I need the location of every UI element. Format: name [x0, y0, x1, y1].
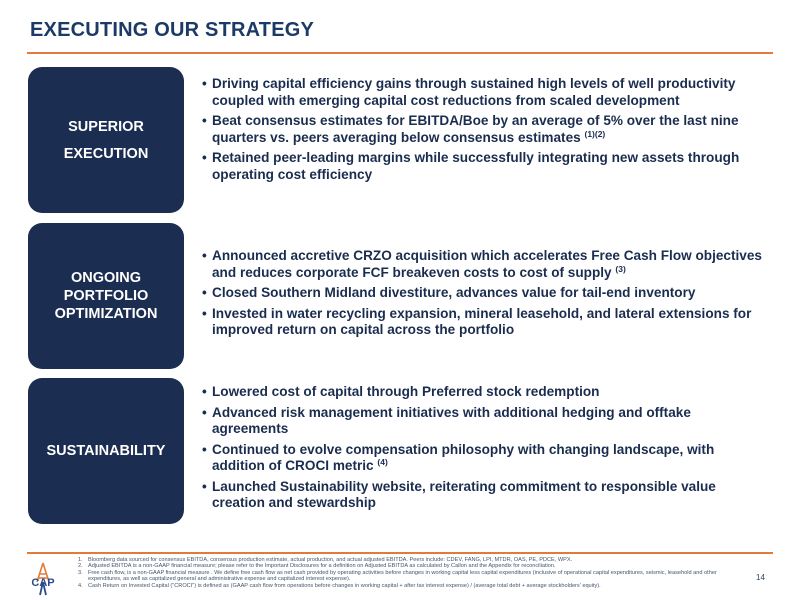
bullet-text: Retained peer-leading margins while successfully integrating new assets through operating cost efficiency [212, 150, 740, 182]
bullet-list-portfolio-optimization [202, 248, 762, 343]
bullet-text: Continued to evolve compensation philosophy with changing landscape, with addition of CROCI metric [212, 441, 715, 473]
company-logo [26, 562, 60, 596]
bullet-item [202, 405, 762, 438]
footnote-text: Adjusted EBITDA is a non-GAAP financial measure; please refer to the Important Disclosures for a definition on Adjusted EBITDA as calculated by Callon and the Appendix for reconciliation. [88, 563, 556, 570]
pillar-label-line: EXECUTION [63, 145, 149, 162]
footnote-number: 4. [78, 582, 83, 589]
pillar-label-line: PORTFOLIO [63, 288, 149, 304]
pillar-label-line: SUPERIOR [68, 118, 144, 135]
pillar-label-line: SUSTAINABILITY [46, 443, 166, 459]
bullet-text: Advanced risk management initiatives with additional hedging and offtake agreements [212, 404, 691, 436]
pillar-ongoing-portfolio-optimization [28, 223, 184, 369]
bullet-text: Beat consensus estimates for EBITDA/Boe by an average of 5% over the last nine quarters vs. peers averaging below consensus estimates [212, 113, 739, 145]
footnote-text: Cash Return on Invested Capital ("CROCI") is defined as (GAAP cash flow from operations before changes in working capital + after tax interest expense) / (average total debt + average stockholders' equity). [88, 582, 601, 589]
footnote-ref: (1)(2) [584, 128, 606, 139]
page-number: 14 [756, 573, 765, 582]
bullet-item [202, 306, 762, 339]
bullet-text: Driving capital efficiency gains through sustained high levels of well productivity coupled with emerging capital cost reductions from scaled development [212, 76, 736, 108]
bullet-item [202, 150, 762, 183]
bullet-text: Launched Sustainability website, reiterating commitment to responsible value creation and stewardship [212, 478, 716, 510]
footnote-number: 2. [78, 563, 83, 570]
pillar-label-line: OPTIMIZATION [54, 306, 158, 322]
footnote-ref: (4) [377, 457, 388, 467]
pillar-label-line: ONGOING [70, 270, 142, 286]
logo-text: CAP [31, 577, 55, 589]
footnote-number: 1. [78, 557, 83, 563]
bullet-list-superior-execution [202, 76, 762, 187]
pillar-sustainability [28, 378, 184, 524]
bullet-item [202, 248, 762, 281]
footnote [78, 570, 738, 583]
bullet-item [202, 479, 762, 512]
page-title: EXECUTING OUR STRATEGY [30, 19, 315, 41]
title-divider [27, 52, 773, 54]
footnotes [78, 557, 738, 589]
bullet-text: Announced accretive CRZO acquisition which accelerates Free Cash Flow objectives and reduces corporate FCF breakeven costs to cost of supply [212, 248, 762, 280]
footnote-ref: (3) [615, 263, 626, 274]
bullet-item [202, 384, 762, 401]
bullet-item [202, 76, 762, 109]
footer-divider [27, 552, 773, 554]
bullet-item [202, 113, 762, 146]
footnote [78, 583, 738, 589]
bullet-text: Invested in water recycling expansion, mineral leasehold, and lateral extensions for improved return on capital across the portfolio [212, 305, 752, 337]
bullet-item [202, 285, 762, 302]
bullet-text: Lowered cost of capital through Preferred stock redemption [212, 384, 600, 399]
bullet-item [202, 442, 762, 475]
footnote-text: Free cash flow, is a non-GAAP financial measure . We define free cash flow as net cash provided by operating activities before changes in working capital less capital expenditures (inclusive of operational capital expenditures, seismic, leasehold and other expenditures, as well as capitalized general and administrative expense and capitalized interest expense). [88, 569, 717, 583]
bullet-list-sustainability [202, 384, 762, 516]
footnote-text: Bloomberg data sourced for consensus EBITDA, consensus production estimate, actual production, and actual adjusted EBITDA. Peers include: CDEV, FANG, LPI, MTDR, OAS, PE, PDCE, WPX. [88, 557, 573, 563]
pillar-superior-execution [28, 67, 184, 213]
bullet-text: Closed Southern Midland divestiture, advances value for tail-end inventory [212, 285, 696, 300]
footnote-number: 3. [78, 569, 83, 576]
